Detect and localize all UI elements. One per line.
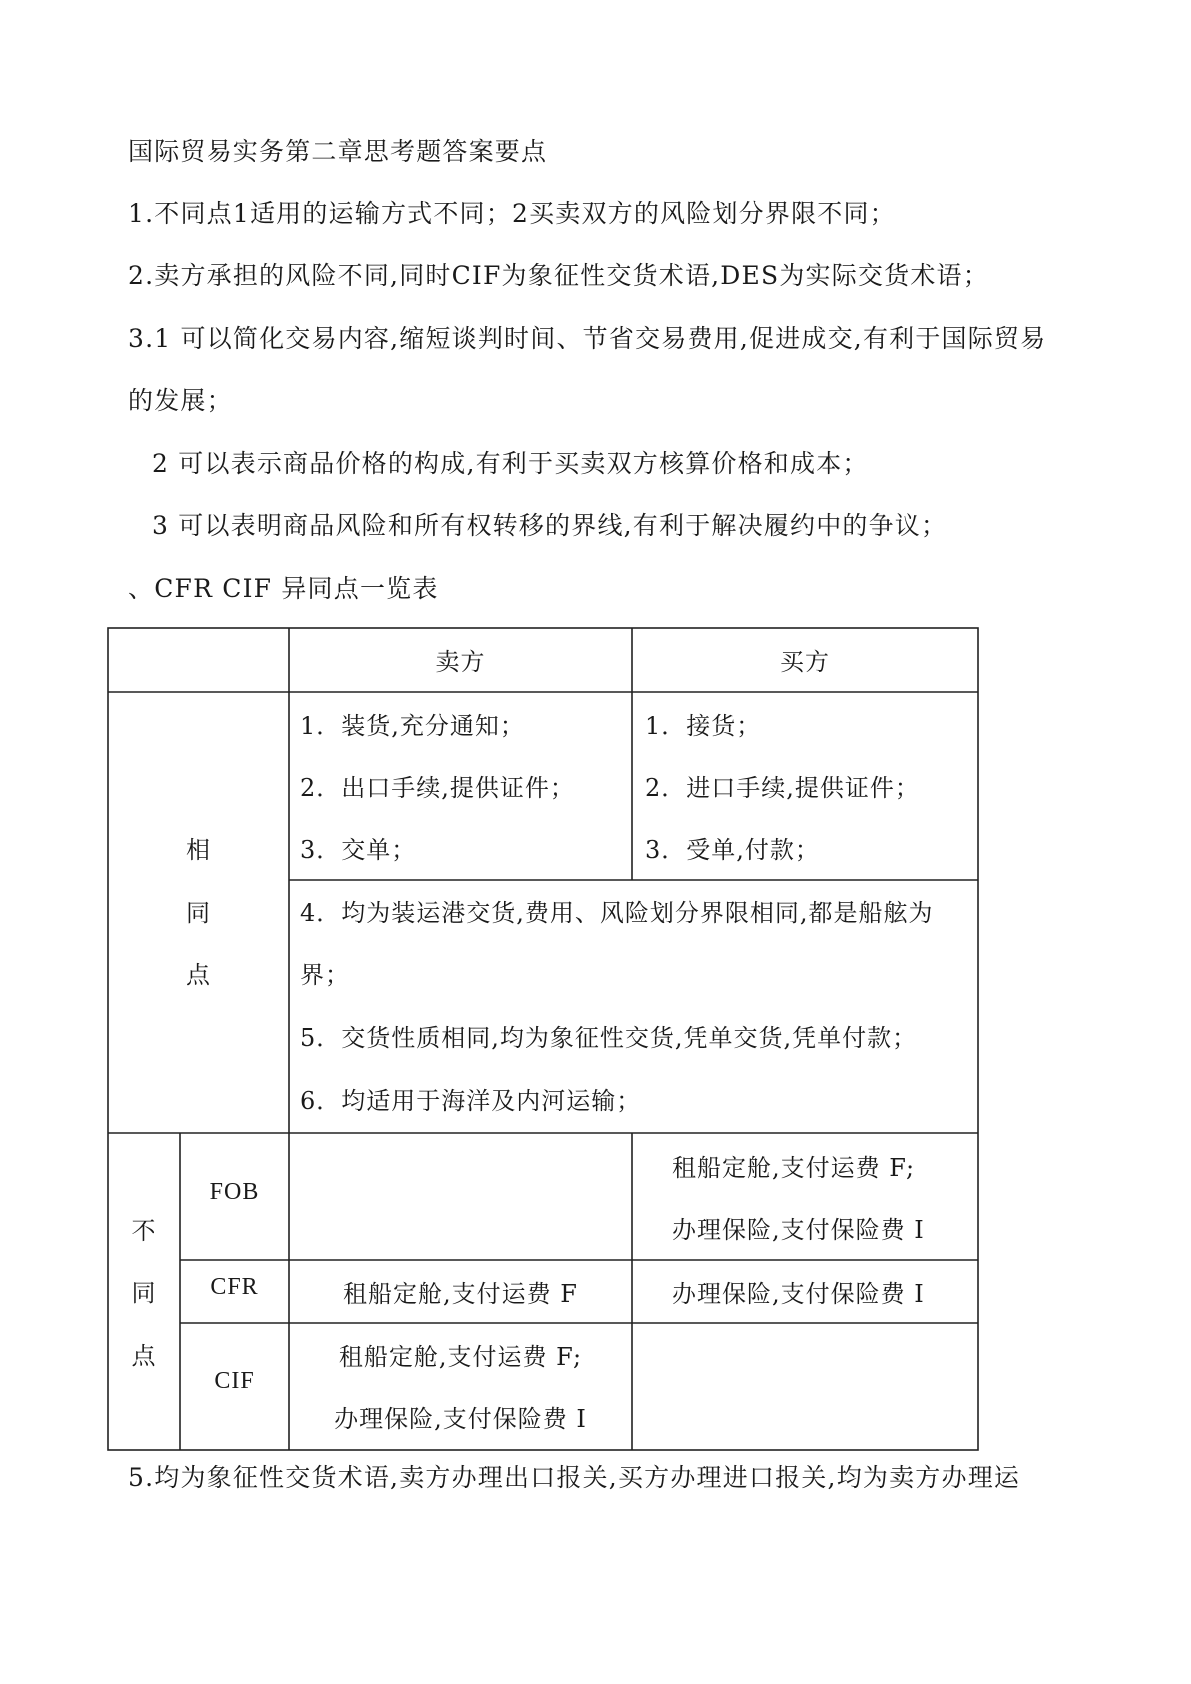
cif-seller-2: 办理保险,支付保险费 I bbox=[334, 1405, 587, 1433]
buyer-same-1: 1．接货； bbox=[645, 712, 762, 740]
fob-buyer-1: 租船定舱,支付运费 F; bbox=[672, 1154, 916, 1182]
seller-same-3: 3．交单； bbox=[300, 836, 417, 864]
answer-5: 5.均为象征性交货术语,卖方办理出口报关,买方办理进口报关,均为卖方办理运 bbox=[128, 1463, 1021, 1492]
term-cfr: CFR bbox=[210, 1274, 259, 1300]
answer-3-line-1: 3.1 可以简化交易内容,缩短谈判时间、节省交易费用,促进成交,有利于国际贸易 bbox=[128, 324, 1047, 353]
header-seller: 卖方 bbox=[435, 648, 486, 676]
table-caption: 、CFR CIF 异同点一览表 bbox=[128, 574, 439, 603]
same-label-char-1: 相 bbox=[186, 836, 211, 864]
answer-1: 1.不同点1适用的运输方式不同；2买卖双方的风险划分界限不同； bbox=[128, 199, 896, 228]
same-label-char-3: 点 bbox=[186, 961, 211, 989]
answer-3-line-2: 的发展； bbox=[128, 386, 233, 415]
header-buyer: 买方 bbox=[780, 648, 830, 676]
common-point-4-cont: 界； bbox=[300, 961, 350, 989]
fob-buyer-2: 办理保险,支付保险费 I bbox=[672, 1216, 925, 1244]
cfr-seller-1: 租船定舱,支付运费 F bbox=[343, 1280, 578, 1308]
buyer-same-2: 2．进口手续,提供证件； bbox=[645, 774, 920, 802]
common-point-4: 4．均为装运港交货,费用、风险划分界限相同,都是船舷为 bbox=[300, 899, 934, 927]
document-title: 国际贸易实务第二章思考题答案要点 bbox=[128, 137, 548, 166]
cfr-buyer-1: 办理保险,支付保险费 I bbox=[672, 1280, 925, 1308]
term-fob: FOB bbox=[209, 1179, 260, 1205]
same-label-char-2: 同 bbox=[186, 899, 211, 927]
buyer-same-3: 3．受单,付款； bbox=[645, 836, 820, 864]
diff-label-char-3: 点 bbox=[131, 1342, 157, 1370]
seller-same-1: 1．装货,充分通知； bbox=[300, 712, 525, 740]
diff-label-char-2: 同 bbox=[131, 1279, 157, 1307]
diff-label-char-1: 不 bbox=[131, 1217, 157, 1245]
seller-same-2: 2．出口手续,提供证件； bbox=[300, 774, 575, 802]
cif-seller-1: 租船定舱,支付运费 F; bbox=[338, 1343, 583, 1371]
common-point-6: 6．均适用于海洋及内河运输； bbox=[300, 1087, 642, 1115]
answer-3-point-3: 3 可以表明商品风险和所有权转移的界线,有利于解决履约中的争议； bbox=[152, 511, 948, 540]
answer-2: 2.卖方承担的风险不同,同时CIF为象征性交货术语,DES为实际交货术语； bbox=[128, 261, 989, 290]
answer-3-point-2: 2 可以表示商品价格的构成,有利于买卖双方核算价格和成本； bbox=[152, 449, 869, 478]
common-point-5: 5．交货性质相同,均为象征性交货,凭单交货,凭单付款； bbox=[300, 1024, 918, 1052]
term-cif: CIF bbox=[214, 1368, 255, 1394]
